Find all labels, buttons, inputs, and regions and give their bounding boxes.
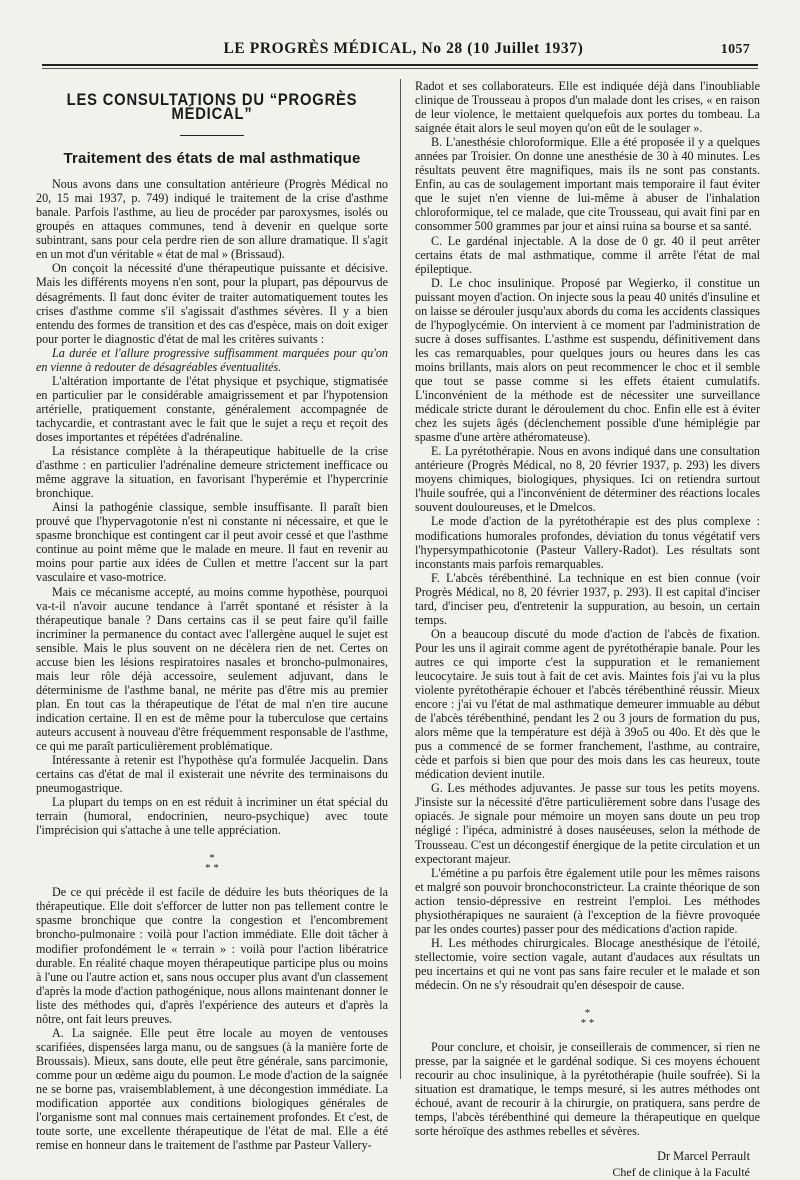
- author-role: Chef de clinique à la Faculté: [612, 1165, 750, 1180]
- signature-block: [415, 1148, 760, 1180]
- article-title: Traitement des états de mal asthmatique: [63, 150, 361, 168]
- column-divider: [400, 79, 401, 1079]
- paragraph: L'émétine a pu parfois être également utile pour les mêmes raisons et malgré son pouvoir bronchoconstricteur. La crainte théorique de son action tensio-dépressive en restreint l'emploi. Les méthodes physiothérapiques ne sauraient (à l'exception de la fièvre provoquée par les ondes courtes) passer pour des médications d'action rapide.: [415, 865, 760, 936]
- header-rule: [42, 64, 758, 69]
- section-title: LES CONSULTATIONS DU “PROGRÈS MÉDICAL”: [66, 91, 358, 124]
- paragraph: D. Le choc insulinique. Proposé par Wegierko, il constitue un puissant moyen d'action. On injecte sous la peau 40 unités d'insuline et on laisse se dérouler jusqu'aux abords du coma les accidents classiques de l'hypoglycémie. On intervient à ce moment par l'administration de sucre à doses suffisantes. L'asthme est suspendu, définitivement dans les cas remarquables, pour quelques jours ou heures dans les cas moins brillants, mais alors on peut recommencer le choc et il semble que tout se passe comme si les effets étaient cumulatifs. L'inconvénient de la méthode est de nécessiter une surveillance médicale stricte durant le déroulement du choc. Enfin elle est à éviter chez les sujets âgés (déclenchement possible d'une hémiplégie par spasme d'une artère athéromateuse).: [415, 275, 760, 445]
- paragraph: La durée et l'allure progressive suffisamment marquées pour qu'on en vienne à redouter de désagréables éventualités.: [36, 345, 388, 374]
- two-column-body: [36, 79, 764, 1180]
- paragraph: B. L'anesthésie chloroformique. Elle a été proposée il y a quelques années par Troisier. On donne une anesthésie de 30 à 40 minutes. Les résultats peuvent être magnifiques, mais ils ne sont pas constants. Enfin, au cas de soulagement important mais temporaire il faut éviter que le sujet n'en vienne de lui-même à abuser de l'inhalation chloroformique, tel ce malade, que cite Trousseau, qui avait fini par en consommer 500 grammes par jour et ainsi ruina sa bourse et sa santé.: [415, 135, 760, 234]
- paragraph: Ainsi la pathogénie classique, semble insuffisante. Il paraît bien prouvé que l'hypervagotonie n'est ni constante ni nécessaire, et que le spasme bronchique est contingent car il peut avoir cessé et que l'asthme continue au point même que le malade en meure. Il faut en revenir au moins pour partie aux idées de Cullen et mettre l'accent sur la part vasculaire et vaso-motrice.: [36, 500, 388, 585]
- paragraph: Intéressante à retenir est l'hypothèse qu'a formulée Jacquelin. Dans certains cas d'état de mal il existerait une névrite des terminaisons du pneumogastrique.: [36, 753, 388, 796]
- right-column: [405, 79, 760, 1180]
- paragraph: La résistance complète à la thérapeutique habituelle de la crise d'asthme : en particulier l'adrénaline demeure strictement inefficace ou même aggrave la situation, en favorisant l'hyperémie et l'hypercrinie bronchique.: [36, 444, 388, 501]
- paragraph: Le mode d'action de la pyrétothérapie est des plus complexe : modifications humorales profondes, déviation du tonus végétatif vers l'hypersympathicotonie (Pasteur Vallery-Radot). Les résultats sont inconstants mais parfois remarquables.: [415, 514, 760, 571]
- paragraph: A. La saignée. Elle peut être locale au moyen de ventouses scarifiées, dispensées larga manu, ou de sangsues (à la manière forte de Broussais). Mieux, sans doute, elle peut être générale, sans parcimonie, comme pour un œdème aigu du poumon. Le mode d'action de la saignée ne se borne pas, vraisemblablement, à une décongestion immédiate. La modification apportée aux conditions biologiques générales de l'organisme sont mal connues mais certainement profondes. Et c'est, de toute sorte, une excellente thérapeutique de l'état de mal. Elle a été remise en honneur dans le traitement de l'asthme par Pasteur Vallery-: [36, 1025, 388, 1153]
- paragraph: Pour conclure, et choisir, je conseillerais de commencer, si rien ne presse, par la saignée et le gardénal sodique. Si ces moyens échouent recourir au choc insulinique, à la pyrétothérapie (huile soufrée). Si la situation est dramatique, le temps mesuré, si les autres méthodes ont échoué, avant de recourir à la chirurgie, on pratiquera, sans perdre de temps, l'abcès térébenthiné qui demeure la thérapeutique en quelque sorte héroïque des asthmes rebelles et sévères.: [415, 1040, 760, 1139]
- paragraph: Mais ce mécanisme accepté, au moins comme hypothèse, pourquoi va-t-il n'avoir aucune tendance à l'arrêt spontané et résister à la thérapeutique banale ? Dans certains cas il se peut faire qu'il faille incriminer la permanence du contact avec l'allergène auquel le sujet est sensible. Mais le plus souvent on ne décèlera rien de net. Certes on accuse bien les lésions respiratoires nasales et broncho-pulmonaires, mais leur rôle déjà accessoire, seulement adjuvant, dans le déterminisme de l'asthme banal, ne mérite pas d'être mis au premier plan. En tout cas la thérapeutique de l'état de mal n'en tire aucune indication certaine. Il en est de même pour la tuberculose que certains auteurs accusent à nouveau d'être fréquemment responsable de l'asthme, ce qui me paraît particulièrement problématique.: [36, 584, 388, 754]
- paragraph: G. Les méthodes adjuvantes. Je passe sur tous les petits moyens. J'insiste sur la nécessité d'être particulièrement sobre dans l'usage des opiacés. Je signale pour mémoire un moyen sans doute un peu trop négligé : l'ipéca, administré à doses nauséeuses, selon la méthode de Trousseau. C'est un décongestif énergique de la petite circulation et un expectorant majeur.: [415, 781, 760, 866]
- paragraph: E. La pyrétothérapie. Nous en avons indiqué dans une consultation antérieure (Progrès Médical, no 8, 20 février 1937, p. 293) les divers moyens chimiques, biologiques, physiques. Ici on retiendra surtout l'huile soufrée, qui a l'inconvénient de déterminer des réactions locales souvent douloureuses, et le Dmelcos.: [415, 444, 760, 515]
- paragraph: Nous avons dans une consultation antérieure (Progrès Médical no 20, 15 mai 1937, p. 749) indiqué le traitement de la crise d'asthme banale. Parfois l'asthme, au lieu de procéder par paroxysmes, isolés ou groupés en attaques communes, tend à devenir en quelque sorte subintrant, sans pour cela perdre rien de son allure dramatique. Il s'agit en un mot d'un véritable « état de mal » (Brissaud).: [36, 177, 388, 262]
- running-header: [36, 40, 764, 58]
- paragraph: Radot et ses collaborateurs. Elle est indiquée déjà dans l'inoubliable clinique de Trousseau à propos d'un malade dont les crises, « en raison de leur violence, le mettaient quelquefois aux portes du tombeau. La saignée était alors le seul moyen qu'on eût de le soulager ».: [415, 79, 760, 136]
- paragraph: C. Le gardénal injectable. A la dose de 0 gr. 40 il peut arrêter certains états de mal asthmatique, comme il arrête l'état de mal épileptique.: [415, 233, 760, 276]
- paragraph: On conçoit la nécessité d'une thérapeutique puissante et décisive. Mais les différents moyens n'en sont, pour la plupart, pas dépourvus de désagréments. Il faut donc éviter de traiter automatiquement toutes les crises d'asthme comme s'il s'agissait d'asthmes sévères. Il y a bien entendu des formes de transition et des cas d'espèce, mais on doit exiger pour porter le diagnostic d'état de mal les critères suivants :: [36, 261, 388, 346]
- page-number: 1057: [720, 42, 750, 57]
- paragraph: F. L'abcès térébenthiné. La technique en est bien connue (voir Progrès Médical, no 8, 20 février 1937, p. 293). Il est capital d'inciser tard, d'inciser peu, d'entretenir la suppuration, au besoin, un certain temps.: [415, 570, 760, 627]
- paragraph: La plupart du temps on en est réduit à incriminer un état spécial du terrain (humoral, endocrinien, neuro-psychique) avec toute l'imprécision qui s'attache à une telle appréciation.: [36, 795, 388, 838]
- asterism-divider: * * *: [205, 852, 219, 875]
- left-column: [36, 79, 396, 1153]
- title-rule: [180, 135, 244, 136]
- paragraph: L'altération importante de l'état physique et psychique, stigmatisée en particulier par le considérable amaigrissement et par l'hypotension artérielle, pratiquement constante, généralement accompagnée de tachycardie, et contrastant avec le fait que le sujet a reçu et reçoit des doses importantes et répétées d'adrénaline.: [36, 373, 388, 444]
- asterism-divider: * * *: [580, 1007, 595, 1030]
- journal-issue-title: LE PROGRÈS MÉDICAL, No 28 (10 Juillet 1937): [223, 40, 584, 57]
- paragraph: On a beaucoup discuté du mode d'action de l'abcès de fixation. Pour les uns il agirait comme agent de pyrétothérapie banale. Pour les autres ce qui importe c'est la suppuration et le remaniement leucocytaire. Je suis tout à fait de cet avis. Maintes fois j'ai vu la plus violente pyrétothérapie échouer et l'abcès térébenthiné réussir. Mieux encore : j'ai vu l'état de mal asthmatique demeurer immuable au début de l'abcès térébenthiné, pendant les 2 ou 3 jours de formation du pus, alors même que la température est déjà à 39o5 ou 40o. Et dès que le pus a commencé de se former franchement, l'asthme, au contraire, cède et parfois si bien que pour des mois dans les cas heureux, toute médication devient inutile.: [415, 626, 760, 782]
- author-name: Dr Marcel Perrault: [657, 1149, 750, 1164]
- paragraph: De ce qui précède il est facile de déduire les buts théoriques de la thérapeutique. Elle doit s'efforcer de lutter non pas tellement contre le spasme bronchique que contre la congestion et l'encombrement broncho-pulmonaire : voilà pour l'action immédiate. Elle doit tâcher à modifier profondément le « terrain » : voilà pour l'action libératrice durable. En réalité chaque moyen thérapeutique participe plus ou moins à l'une ou l'autre action et, sans nous occuper plus avant d'un classement d'après la mode d'action pathogénique, nous allons maintenant donner le liste des méthodes qui, d'après l'expérience des auteurs et d'après la nôtre, ont fait leurs preuves.: [36, 885, 388, 1026]
- paragraph: H. Les méthodes chirurgicales. Blocage anesthésique de l'étoilé, stellectomie, voire section vagale, autant d'audaces aux résultats un peu incertains et qui ne vont pas sans faire reculer et le malade et son médecin. On ne s'y résoudrait qu'en désespoir de cause.: [415, 935, 760, 992]
